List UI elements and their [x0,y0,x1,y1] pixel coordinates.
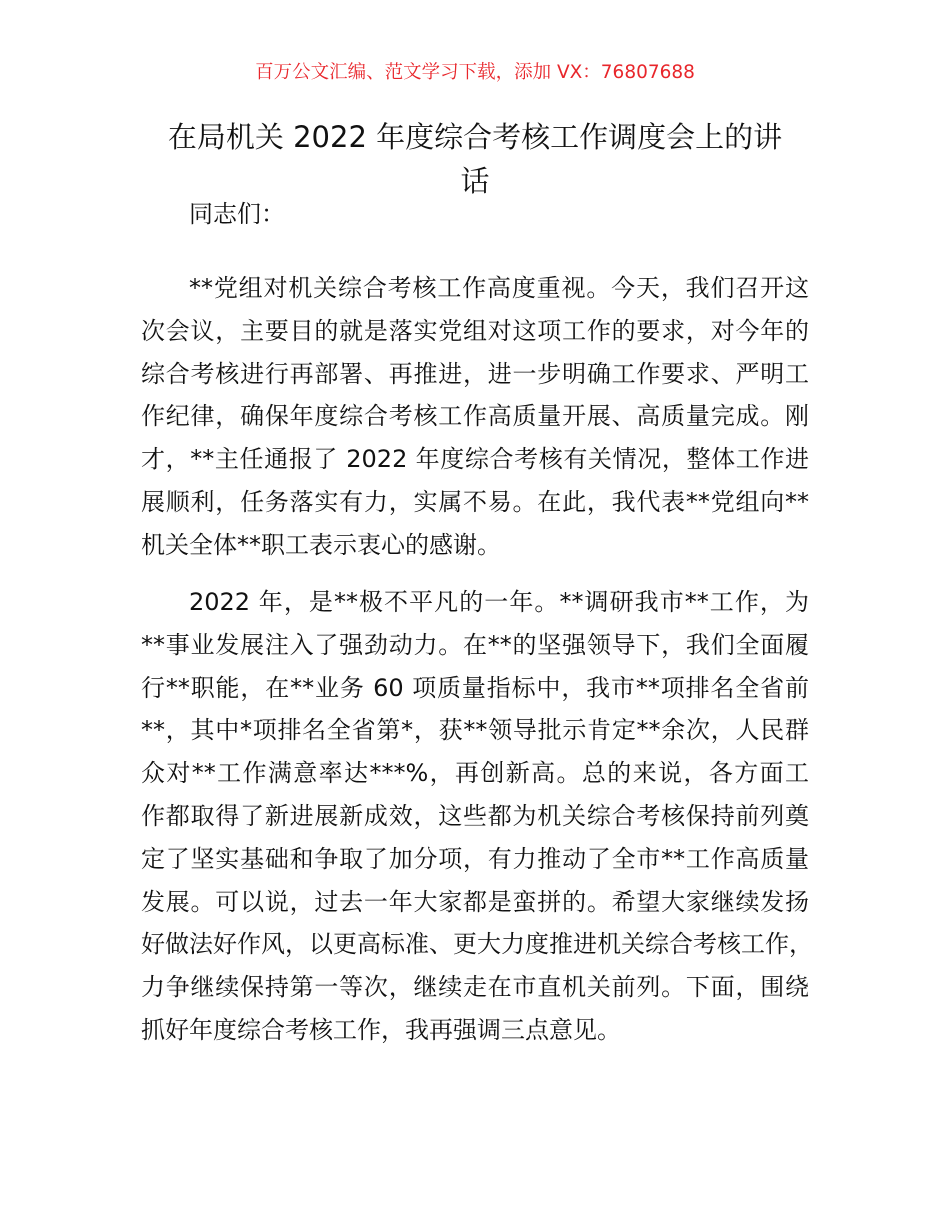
paragraph-line: 好做法好作风，以更高标准、更大力度推进机关综合考核工作， [141,930,813,959]
paragraph-line: 综合考核进行再部署、再推进，进一步明确工作要求、严明工 [141,359,809,388]
document-title [120,115,830,203]
paragraph-line: 发展。可以说，过去一年大家都是蛮拼的。希望大家继续发扬 [141,887,809,916]
paragraph-line: 2022 年，是**极不平凡的一年。**调研我市**工作，为 [189,588,809,616]
paragraph-line: 抓好年度综合考核工作，我再强调三点意见。 [141,1015,621,1044]
paragraph-line: 次会议，主要目的就是落实党组对这项工作的要求，对今年的 [141,316,809,345]
title-line: 话 [460,164,490,198]
paragraph-line: 作纪律，确保年度综合考核工作高质量开展、高质量完成。刚 [141,402,809,431]
paragraph-line: **，其中*项排名全省第*，获**领导批示肯定**余次，人民群 [141,716,809,745]
paragraph-line: 展顺利，任务落实有力，实属不易。在此，我代表**党组向** [141,487,809,516]
paragraph-line: 机关全体**职工表示衷心的感谢。 [141,530,501,559]
paragraph-2 [141,581,813,1052]
paragraph-1 [141,267,809,567]
greeting: 同志们： [189,200,285,228]
paragraph-line: 作都取得了新进展新成效，这些都为机关综合考核保持前列奠 [141,801,809,830]
paragraph-line: **党组对机关综合考核工作高度重视。今天，我们召开这 [189,274,809,302]
paragraph-line: 众对**工作满意率达***%，再创新高。总的来说，各方面工 [141,759,809,788]
watermark-banner: 百万公文汇编、范文学习下载，添加 VX：76807688 [255,62,695,83]
paragraph-line: 才，**主任通报了 2022 年度综合考核有关情况，整体工作进 [141,445,809,474]
paragraph-line: 力争继续保持第一等次，继续走在市直机关前列。下面，围绕 [141,973,809,1002]
paragraph-line: **事业发展注入了强劲动力。在**的坚强领导下，我们全面履 [141,630,809,659]
paragraph-line: 定了坚实基础和争取了加分项，有力推动了全市**工作高质量 [141,844,809,873]
title-line: 在局机关 2022 年度综合考核工作调度会上的讲 [167,120,783,154]
paragraph-line: 行**职能，在**业务 60 项质量指标中，我市**项排名全省前 [141,673,809,702]
